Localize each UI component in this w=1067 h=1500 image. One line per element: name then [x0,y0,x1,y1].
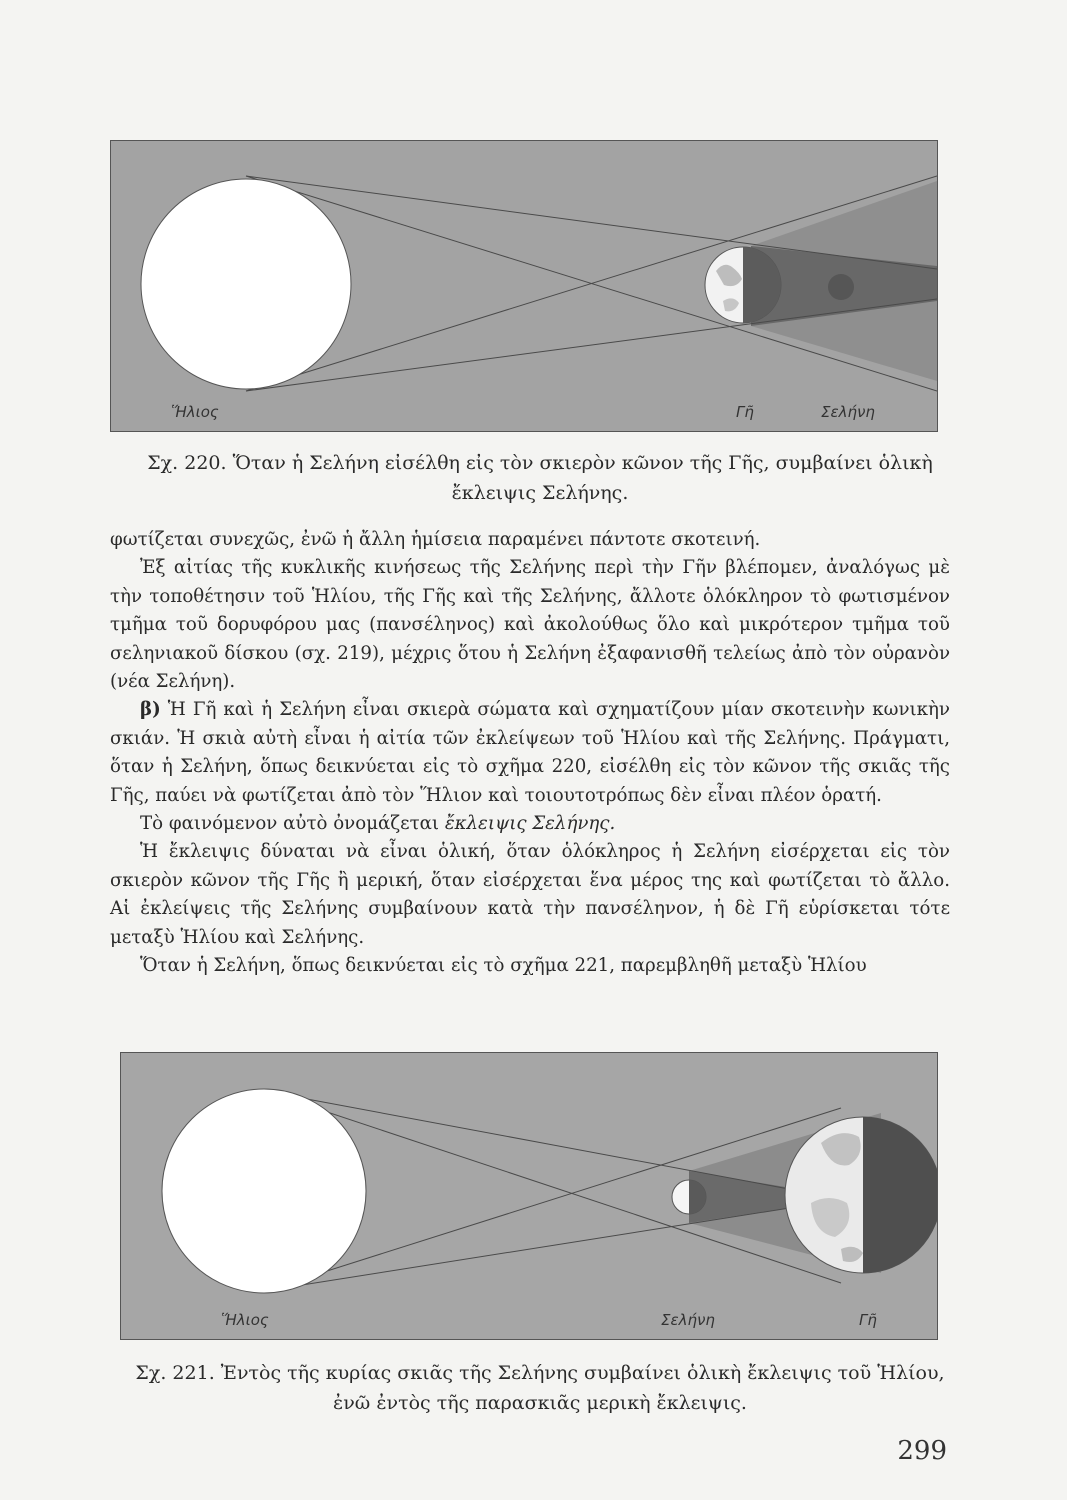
figure-220-lunar-eclipse [110,140,938,432]
earth-label: Γῆ [859,1311,877,1329]
sun-disc [162,1089,366,1293]
moon-disc [828,274,854,300]
figure-221-diagram [121,1053,937,1339]
body-text [110,526,950,981]
paragraph-2: Ἐξ αἰτίας τῆς κυκλικῆς κινήσεως τῆς Σελήνης περὶ τὴν Γῆν βλέπομεν, ἀναλόγως μὲ τὴν τοποθέτησιν τοῦ Ἡλίου, τῆς Γῆς καὶ τῆς Σελήνης, ἄλλοτε ὁλόκληρον τὸ φωτισμένον τμῆμα τοῦ δορυφόρου μας (πανσέληνος) καὶ ἀκολούθως ὅλο καὶ μικρότερον τμῆμα τοῦ σεληνιακοῦ δίσκου (σχ. 219), μέχρις ὅτου ἡ Σελήνη ἐξαφανισθῆ τελείως ἀπὸ τὸν οὐρανὸν (νέα Σελήνη). [110,557,950,693]
moon-label: Σελήνη [821,403,875,421]
figure-221-solar-eclipse [120,1052,938,1340]
term-lunar-eclipse: ἔκλειψις Σελήνης. [444,813,616,835]
paragraph-6: Ὅταν ἡ Σελήνη, ὅπως δεικνύεται εἰς τὸ σχῆμα 221, παρεμβληθῆ μεταξὺ Ἡλίου [140,955,867,977]
paragraph-3-text: Ἡ Γῆ καὶ ἡ Σελήνη εἶναι σκιερὰ σώματα καὶ σχηματίζουν μίαν σκοτεινὴν κωνικὴν σκιάν. Ἡ σκιὰ αὐτὴ εἶναι ἡ αἰτία τῶν ἐκλείψεων τοῦ Ἡλίου καὶ τῆς Σελήνης. Πράγματι, ὅταν ἡ Σελήνη, ὅπως δεικνύεται εἰς τὸ σχῆμα 220, εἰσέλθη εἰς τὸν κῶνον τῆς σκιᾶς τῆς Γῆς, παύει νὰ φωτίζεται ἀπὸ τὸν Ἥλιον καὶ τοιουτοτρόπως δὲν εἶναι πλέον ὁρατή. [110,699,950,806]
paragraph-1: φωτίζεται συνεχῶς, ἐνῶ ἡ ἄλλη ἡμίσεια παραμένει πάντοτε σκοτεινή. [110,529,761,550]
paragraph-3 [110,696,950,810]
paragraph-4 [110,810,950,838]
sun-label: Ἥλιος [171,403,219,421]
item-marker-b: β) [140,699,161,721]
earth-label: Γῆ [736,403,754,421]
paragraph-4-lead: Τὸ φαινόμενον αὐτὸ ὀνομάζεται [140,813,440,835]
moon-label: Σελήνη [661,1311,715,1329]
sun-disc [141,179,351,389]
figure-220-caption: Σχ. 220. Ὅταν ἡ Σελήνη εἰσέλθη εἰς τὸν σκιερὸν κῶνον τῆς Γῆς, συμβαίνει ὁλικὴ ἔκλειψις Σελήνης. [147,452,933,504]
figure-221-caption: Σχ. 221. Ἐντὸς τῆς κυρίας σκιᾶς τῆς Σελήνης συμβαίνει ὁλικὴ ἔκλειψις τοῦ Ἡλίου, ἐνῶ ἐντὸς τῆς παρασκιᾶς μερικὴ ἔκλειψις. [135,1362,945,1414]
paragraph-5: Ἡ ἔκλειψις δύναται νὰ εἶναι ὁλική, ὅταν ὁλόκληρος ἡ Σελήνη εἰσέρχεται εἰς τὸν σκιερὸν κῶνον τῆς Γῆς ἢ μερική, ὅταν εἰσέρχεται ἕνα μέρος της καὶ φωτίζεται τὸ ἄλλο. Αἱ ἐκλείψεις τῆς Σελήνης συμβαίνουν κατὰ τὴν πανσέληνον, ἡ δὲ Γῆ εὑρίσκεται τότε μεταξὺ Ἡλίου καὶ Σελήνης. [110,841,950,948]
page-number: 299 [897,1436,947,1466]
sun-label: Ἥλιος [221,1311,269,1329]
figure-220-diagram [111,141,937,431]
